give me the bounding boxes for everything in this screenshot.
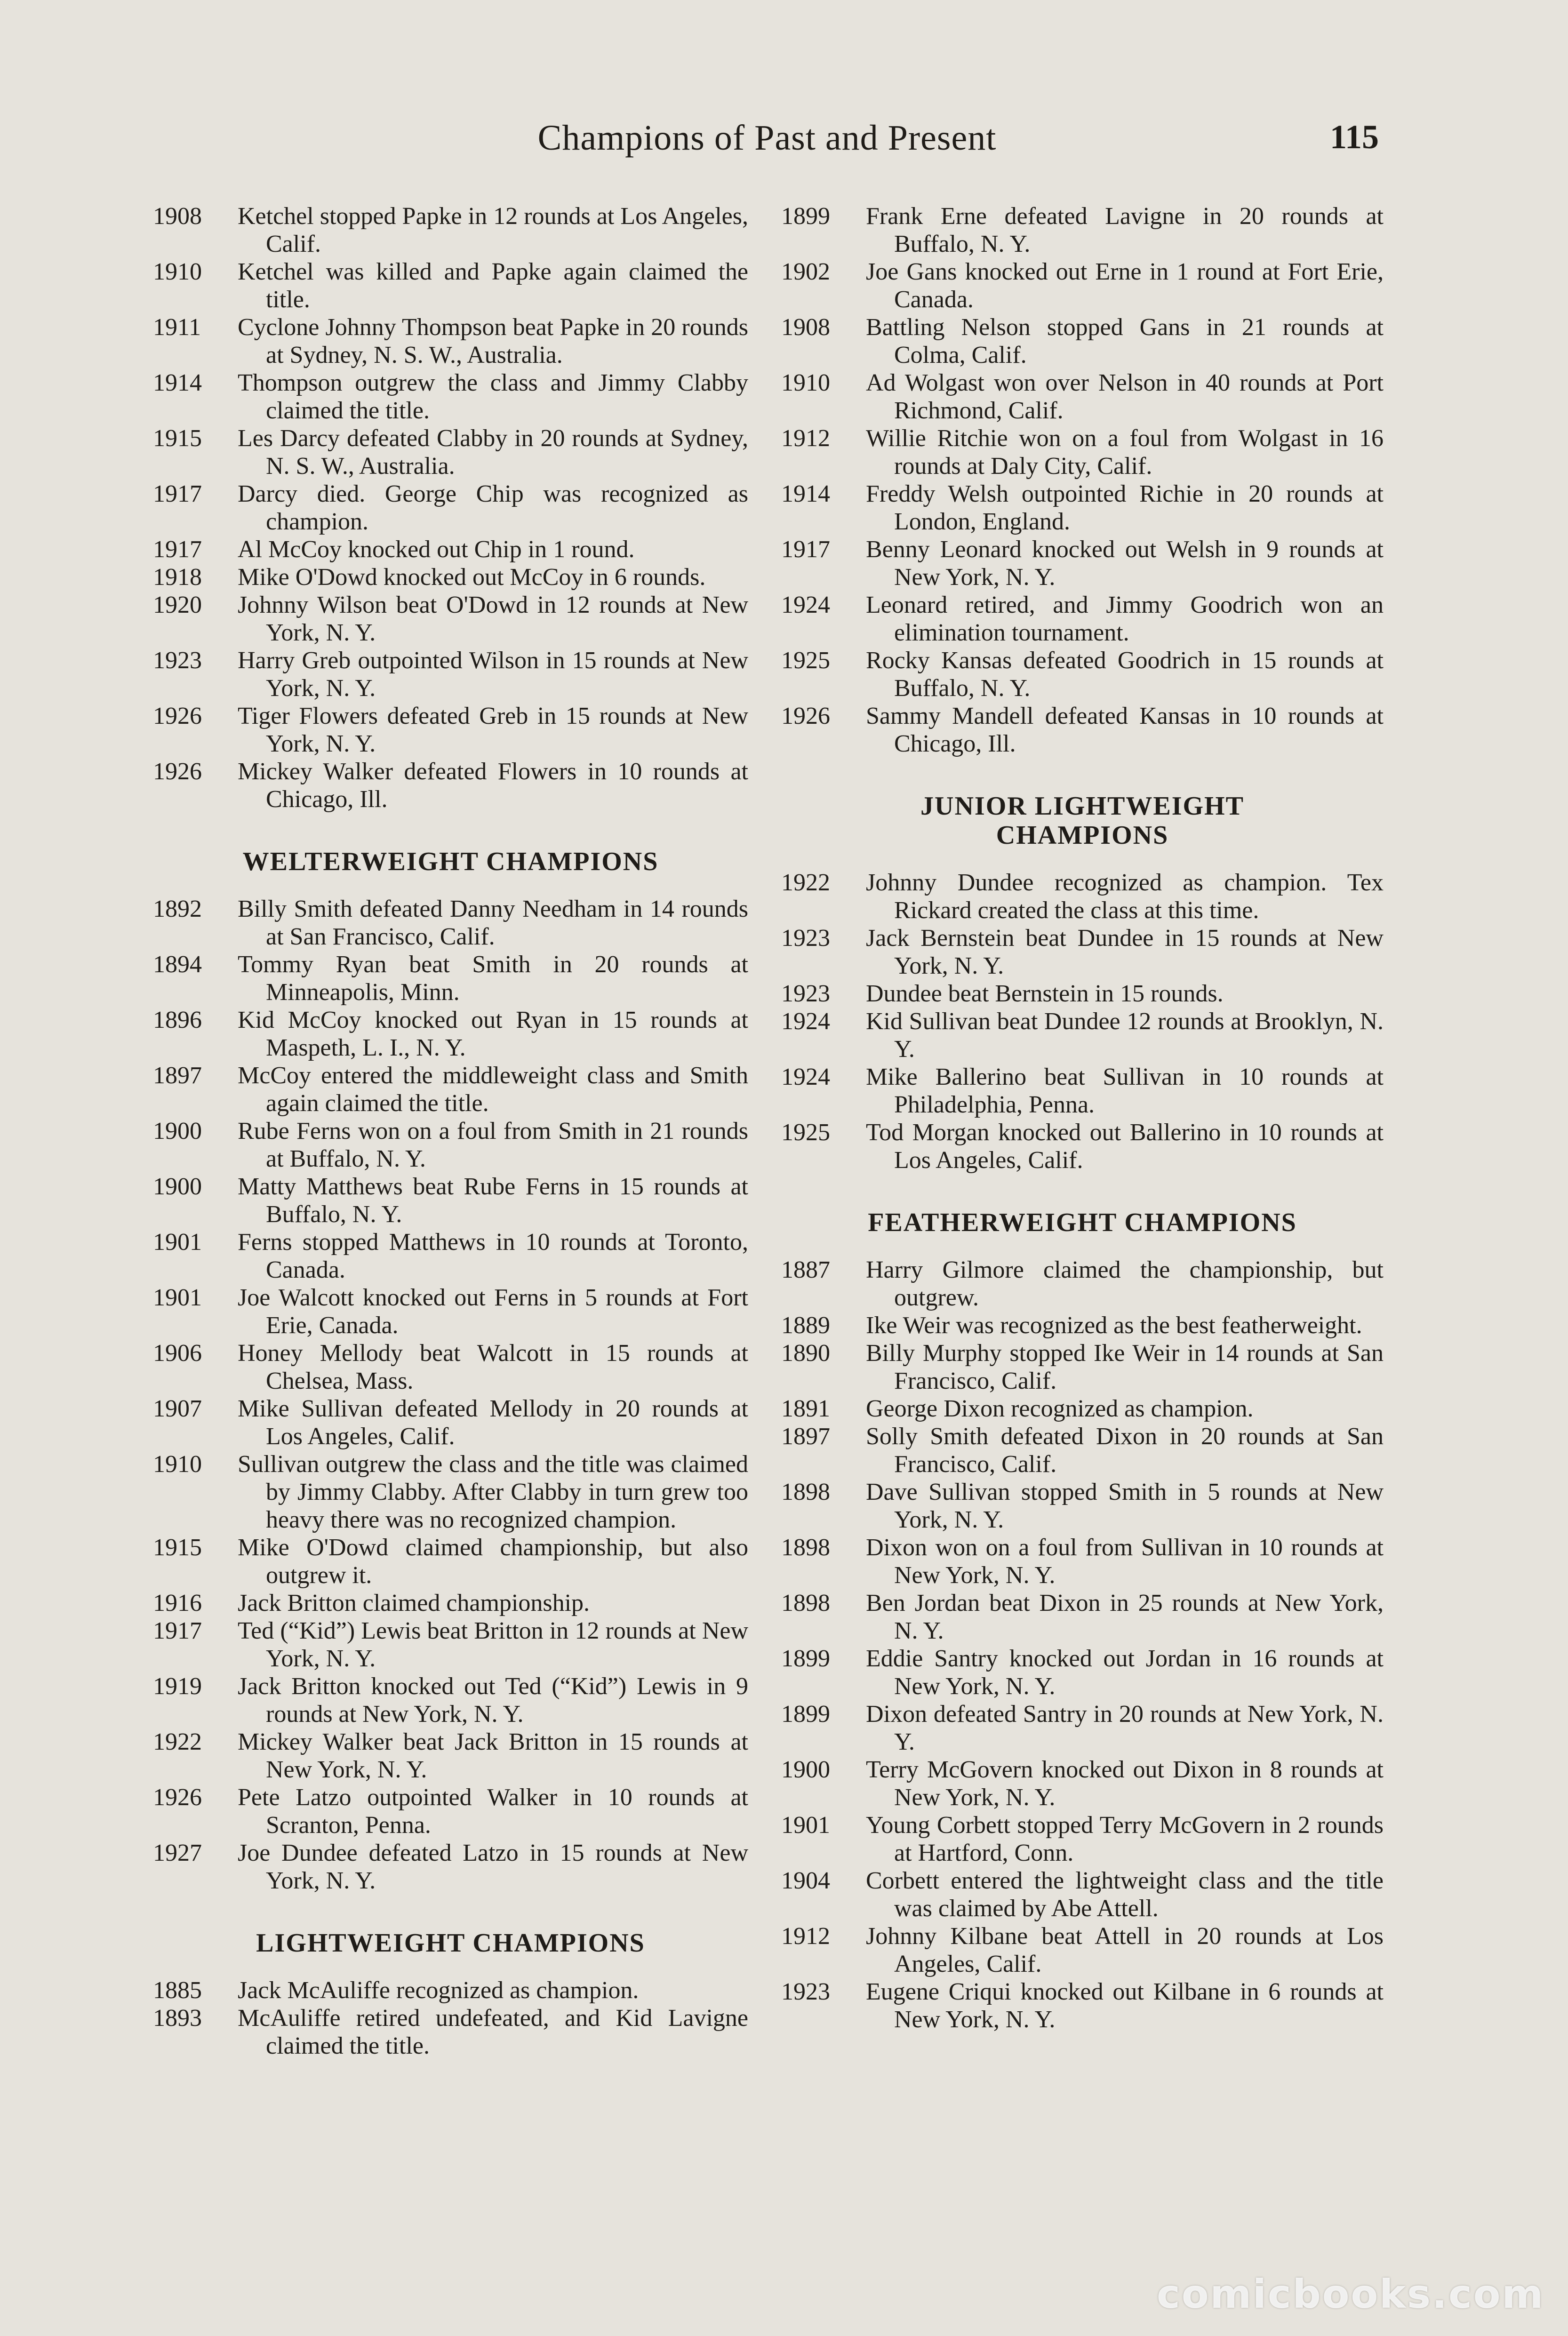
entry-year: 1917 xyxy=(781,536,830,563)
list-item xyxy=(781,1395,1384,1423)
entry-year: 1898 xyxy=(781,1534,830,1561)
entry-year: 1910 xyxy=(153,1451,202,1478)
entry-text: Dixon defeated Santry in 20 rounds at New York, N. Y. xyxy=(866,1701,1384,1755)
entry-year: 1922 xyxy=(781,869,830,896)
entry-year: 1898 xyxy=(781,1590,830,1616)
list-item xyxy=(153,1728,748,1784)
list-item xyxy=(153,2004,748,2060)
list-item xyxy=(153,1117,748,1173)
entry-text: Sullivan outgrew the class and the title was claimed by Jimmy Clabby. After Clabby in turn grew too heavy there was no recognized champion. xyxy=(238,1451,748,1533)
list-item xyxy=(153,1589,748,1617)
entry-text: Battling Nelson stopped Gans in 21 rounds at Colma, Calif. xyxy=(866,314,1384,368)
entry-year: 1926 xyxy=(153,758,202,785)
list-item xyxy=(781,1978,1384,2033)
lightweight-list xyxy=(153,1976,748,2060)
list-item xyxy=(781,1534,1384,1589)
list-item xyxy=(781,313,1384,369)
list-item xyxy=(781,647,1384,702)
list-item xyxy=(781,424,1384,480)
running-head xyxy=(155,118,1379,169)
list-item xyxy=(153,480,748,536)
list-item xyxy=(153,1228,748,1284)
list-item xyxy=(153,758,748,813)
entry-year: 1919 xyxy=(153,1673,202,1700)
entry-text: Mike Ballerino beat Sullivan in 10 rounds at Philadelphia, Penna. xyxy=(866,1064,1384,1118)
entry-year: 1910 xyxy=(153,258,202,285)
entry-year: 1893 xyxy=(153,2005,202,2032)
entry-year: 1897 xyxy=(781,1423,830,1450)
entry-text: Honey Mellody beat Walcott in 15 rounds at Chelsea, Mass. xyxy=(238,1340,748,1394)
list-item xyxy=(781,1922,1384,1978)
list-item xyxy=(781,1867,1384,1922)
section-heading-featherweight: FEATHERWEIGHT CHAMPIONS xyxy=(868,1208,1297,1237)
entry-text: Dundee beat Bernstein in 15 rounds. xyxy=(866,980,1224,1007)
entry-text: Solly Smith defeated Dixon in 20 rounds at San Francisco, Calif. xyxy=(866,1423,1384,1478)
list-item xyxy=(781,591,1384,647)
entry-text: Mike O'Dowd knocked out McCoy in 6 rounds. xyxy=(238,564,706,591)
entry-text: Eddie Santry knocked out Jordan in 16 rounds at New York, N. Y. xyxy=(866,1645,1384,1700)
entry-text: Harry Greb outpointed Wilson in 15 rounds at New York, N. Y. xyxy=(238,647,748,702)
entry-year: 1898 xyxy=(781,1479,830,1505)
entry-year: 1900 xyxy=(781,1756,830,1783)
entry-text: Rube Ferns won on a foul from Smith in 21 rounds at Buffalo, N. Y. xyxy=(238,1118,748,1172)
entry-year: 1917 xyxy=(153,536,202,563)
entry-text: Ted (“Kid”) Lewis beat Britton in 12 rounds at New York, N. Y. xyxy=(238,1617,748,1672)
entry-year: 1917 xyxy=(153,480,202,507)
welterweight-list xyxy=(153,895,748,1895)
entry-year: 1914 xyxy=(781,480,830,507)
list-item xyxy=(781,980,1384,1008)
entry-text: Ketchel was killed and Papke again claimed the title. xyxy=(238,258,748,313)
entry-year: 1912 xyxy=(781,1923,830,1950)
entry-text: Ben Jordan beat Dixon in 25 rounds at New York, N. Y. xyxy=(866,1590,1384,1644)
entry-text: Pete Latzo outpointed Walker in 10 rounds at Scranton, Penna. xyxy=(238,1784,748,1839)
list-item xyxy=(153,1006,748,1062)
entry-year: 1908 xyxy=(781,314,830,341)
list-item xyxy=(153,1839,748,1895)
entry-text: Al McCoy knocked out Chip in 1 round. xyxy=(238,536,635,563)
entry-text: Sammy Mandell defeated Kansas in 10 rounds at Chicago, Ill. xyxy=(866,703,1384,757)
entry-text: Leonard retired, and Jimmy Goodrich won an elimination tournament. xyxy=(866,592,1384,646)
list-item xyxy=(781,1700,1384,1756)
entry-text: Ferns stopped Matthews in 10 rounds at Toronto, Canada. xyxy=(238,1229,748,1283)
heading-line: JUNIOR LIGHTWEIGHT xyxy=(920,792,1244,821)
entry-year: 1926 xyxy=(153,703,202,729)
entry-year: 1920 xyxy=(153,592,202,618)
entry-text: Frank Erne defeated Lavigne in 20 rounds at Buffalo, N. Y. xyxy=(866,203,1384,257)
entry-text: Jack McAuliffe recognized as champion. xyxy=(238,1977,639,2004)
entry-year: 1924 xyxy=(781,1064,830,1090)
entry-text: Johnny Kilbane beat Attell in 20 rounds at Los Angeles, Calif. xyxy=(866,1923,1384,1977)
heading-line: CHAMPIONS xyxy=(996,821,1169,850)
list-item xyxy=(153,647,748,702)
list-item xyxy=(781,369,1384,424)
entry-year: 1897 xyxy=(153,1062,202,1089)
list-item xyxy=(153,258,748,313)
page-title: Champions of Past and Present xyxy=(537,118,997,158)
entry-year: 1900 xyxy=(153,1173,202,1200)
entry-year: 1918 xyxy=(153,564,202,591)
list-item xyxy=(153,424,748,480)
entry-text: Dave Sullivan stopped Smith in 5 rounds at New York, N. Y. xyxy=(866,1479,1384,1533)
entry-year: 1927 xyxy=(153,1840,202,1866)
entry-year: 1901 xyxy=(781,1812,830,1839)
page-number: 115 xyxy=(1329,118,1379,156)
entry-year: 1923 xyxy=(153,647,202,674)
entry-year: 1926 xyxy=(781,703,830,729)
featherweight-list xyxy=(781,1256,1384,2033)
entry-year: 1907 xyxy=(153,1395,202,1422)
entry-text: Freddy Welsh outpointed Richie in 20 rounds at London, England. xyxy=(866,480,1384,535)
list-item xyxy=(153,1534,748,1589)
entry-year: 1901 xyxy=(153,1284,202,1311)
list-item xyxy=(781,924,1384,980)
list-item xyxy=(781,202,1384,258)
entry-text: Cyclone Johnny Thompson beat Papke in 20 rounds at Sydney, N. S. W., Australia. xyxy=(238,314,748,368)
list-item xyxy=(153,1339,748,1395)
junior-lightweight-list xyxy=(781,869,1384,1174)
entry-year: 1916 xyxy=(153,1590,202,1616)
entry-year: 1924 xyxy=(781,592,830,618)
list-item xyxy=(153,1450,748,1534)
entry-year: 1896 xyxy=(153,1007,202,1033)
entry-year: 1912 xyxy=(781,425,830,452)
entry-text: Matty Matthews beat Rube Ferns in 15 rounds at Buffalo, N. Y. xyxy=(238,1173,748,1228)
entry-text: Jack Bernstein beat Dundee in 15 rounds at New York, N. Y. xyxy=(866,925,1384,979)
entry-year: 1923 xyxy=(781,980,830,1007)
entry-text: McCoy entered the middleweight class and Smith again claimed the title. xyxy=(238,1062,748,1117)
list-item xyxy=(153,951,748,1006)
list-item xyxy=(153,1976,748,2004)
list-item xyxy=(781,480,1384,536)
section-heading-welterweight: WELTERWEIGHT CHAMPIONS xyxy=(242,847,659,876)
entry-text: Harry Gilmore claimed the championship, but outgrew. xyxy=(866,1256,1384,1311)
entry-year: 1915 xyxy=(153,1534,202,1561)
list-item xyxy=(781,1589,1384,1645)
entry-text: Ad Wolgast won over Nelson in 40 rounds at Port Richmond, Calif. xyxy=(866,369,1384,424)
entry-year: 1891 xyxy=(781,1395,830,1422)
entry-text: McAuliffe retired undefeated, and Kid Lavigne claimed the title. xyxy=(238,2005,748,2059)
entry-text: George Dixon recognized as champion. xyxy=(866,1395,1254,1422)
list-item xyxy=(153,1062,748,1117)
list-item xyxy=(781,1008,1384,1063)
list-item xyxy=(781,702,1384,758)
entry-year: 1926 xyxy=(153,1784,202,1811)
list-item xyxy=(153,1784,748,1839)
list-item xyxy=(153,313,748,369)
list-item xyxy=(781,1339,1384,1395)
list-item xyxy=(781,1423,1384,1478)
list-item xyxy=(781,1756,1384,1811)
entry-year: 1911 xyxy=(153,314,201,341)
entry-text: Les Darcy defeated Clabby in 20 rounds at Sydney, N. S. W., Australia. xyxy=(238,425,748,480)
entry-text: Joe Dundee defeated Latzo in 15 rounds at New York, N. Y. xyxy=(238,1840,748,1894)
entry-text: Mike O'Dowd claimed championship, but also outgrew it. xyxy=(238,1534,748,1589)
entry-text: Benny Leonard knocked out Welsh in 9 rounds at New York, N. Y. xyxy=(866,536,1384,591)
entry-year: 1924 xyxy=(781,1008,830,1035)
list-item xyxy=(153,702,748,758)
entry-text: Kid McCoy knocked out Ryan in 15 rounds at Maspeth, L. I., N. Y. xyxy=(238,1007,748,1061)
entry-text: Thompson outgrew the class and Jimmy Clabby claimed the title. xyxy=(238,369,748,424)
entry-year: 1923 xyxy=(781,925,830,952)
section-heading-junior-lightweight xyxy=(781,758,1384,869)
entry-text: Tommy Ryan beat Smith in 20 rounds at Minneapolis, Minn. xyxy=(238,951,748,1006)
entry-year: 1901 xyxy=(153,1229,202,1256)
entry-text: Terry McGovern knocked out Dixon in 8 rounds at New York, N. Y. xyxy=(866,1756,1384,1811)
middleweight-continued-list xyxy=(153,202,748,813)
entry-text: Jack Britton knocked out Ted (“Kid”) Lewis in 9 rounds at New York, N. Y. xyxy=(238,1673,748,1728)
entry-text: Billy Murphy stopped Ike Weir in 14 rounds at San Francisco, Calif. xyxy=(866,1340,1384,1394)
entry-year: 1925 xyxy=(781,647,830,674)
entry-text: Willie Ritchie won on a foul from Wolgast in 16 rounds at Daly City, Calif. xyxy=(866,425,1384,480)
watermark: comicbooks.com xyxy=(1157,2271,1544,2317)
list-item xyxy=(781,258,1384,313)
entry-text: Tod Morgan knocked out Ballerino in 10 rounds at Los Angeles, Calif. xyxy=(866,1119,1384,1174)
entry-year: 1900 xyxy=(153,1118,202,1144)
list-item xyxy=(781,1811,1384,1867)
entry-text: Mickey Walker defeated Flowers in 10 rounds at Chicago, Ill. xyxy=(238,758,748,813)
left-column xyxy=(153,202,748,2060)
list-item xyxy=(153,1617,748,1672)
entry-text: Ike Weir was recognized as the best featherweight. xyxy=(866,1312,1362,1339)
list-item xyxy=(781,536,1384,591)
section-heading-lightweight: LIGHTWEIGHT CHAMPIONS xyxy=(256,1928,645,1958)
entry-text: Rocky Kansas defeated Goodrich in 15 rounds at Buffalo, N. Y. xyxy=(866,647,1384,702)
list-item xyxy=(781,1063,1384,1119)
entry-year: 1894 xyxy=(153,951,202,978)
list-item xyxy=(153,1672,748,1728)
entry-text: Joe Walcott knocked out Ferns in 5 rounds at Fort Erie, Canada. xyxy=(238,1284,748,1339)
entry-year: 1922 xyxy=(153,1728,202,1755)
entry-text: Darcy died. George Chip was recognized as champion. xyxy=(238,480,748,535)
entry-year: 1899 xyxy=(781,1701,830,1728)
entry-text: Johnny Dundee recognized as champion. Tex Rickard created the class at this time. xyxy=(866,869,1384,924)
entry-text: Dixon won on a foul from Sullivan in 10 rounds at New York, N. Y. xyxy=(866,1534,1384,1589)
list-item xyxy=(153,591,748,647)
entry-text: Kid Sullivan beat Dundee 12 rounds at Brooklyn, N. Y. xyxy=(866,1008,1384,1063)
list-item xyxy=(781,1478,1384,1534)
entry-text: Jack Britton claimed championship. xyxy=(238,1590,590,1616)
entry-text: Young Corbett stopped Terry McGovern in 2 rounds at Hartford, Conn. xyxy=(866,1812,1384,1866)
entry-text: Corbett entered the lightweight class and the title was claimed by Abe Attell. xyxy=(866,1867,1384,1922)
entry-year: 1908 xyxy=(153,203,202,230)
entry-year: 1904 xyxy=(781,1867,830,1894)
entry-year: 1899 xyxy=(781,203,830,230)
list-item xyxy=(153,895,748,951)
list-item xyxy=(153,1284,748,1339)
list-item xyxy=(781,1645,1384,1700)
list-item xyxy=(153,536,748,563)
entry-year: 1887 xyxy=(781,1256,830,1283)
list-item xyxy=(781,1119,1384,1174)
list-item xyxy=(153,1173,748,1228)
list-item xyxy=(781,1256,1384,1312)
entry-year: 1906 xyxy=(153,1340,202,1367)
list-item xyxy=(781,1312,1384,1339)
entry-text: Eugene Criqui knocked out Kilbane in 6 rounds at New York, N. Y. xyxy=(866,1978,1384,2033)
right-column xyxy=(781,202,1384,2033)
list-item xyxy=(153,202,748,258)
entry-text: Mike Sullivan defeated Mellody in 20 rounds at Los Angeles, Calif. xyxy=(238,1395,748,1450)
entry-year: 1915 xyxy=(153,425,202,452)
entry-year: 1923 xyxy=(781,1978,830,2005)
entry-year: 1890 xyxy=(781,1340,830,1367)
entry-text: Tiger Flowers defeated Greb in 15 rounds at New York, N. Y. xyxy=(238,703,748,757)
entry-year: 1885 xyxy=(153,1977,202,2004)
entry-text: Mickey Walker beat Jack Britton in 15 rounds at New York, N. Y. xyxy=(238,1728,748,1783)
entry-year: 1902 xyxy=(781,258,830,285)
list-item xyxy=(153,1395,748,1450)
list-item xyxy=(781,869,1384,924)
list-item xyxy=(153,563,748,591)
entry-year: 1899 xyxy=(781,1645,830,1672)
list-item xyxy=(153,369,748,424)
entry-text: Billy Smith defeated Danny Needham in 14 rounds at San Francisco, Calif. xyxy=(238,896,748,950)
entry-year: 1914 xyxy=(153,369,202,396)
entry-year: 1889 xyxy=(781,1312,830,1339)
entry-year: 1925 xyxy=(781,1119,830,1146)
entry-year: 1910 xyxy=(781,369,830,396)
entry-text: Ketchel stopped Papke in 12 rounds at Los Angeles, Calif. xyxy=(238,203,748,257)
entry-text: Johnny Wilson beat O'Dowd in 12 rounds at New York, N. Y. xyxy=(238,592,748,646)
entry-text: Joe Gans knocked out Erne in 1 round at Fort Erie, Canada. xyxy=(866,258,1384,313)
entry-year: 1917 xyxy=(153,1617,202,1644)
entry-year: 1892 xyxy=(153,896,202,922)
lightweight-continued-list xyxy=(781,202,1384,758)
